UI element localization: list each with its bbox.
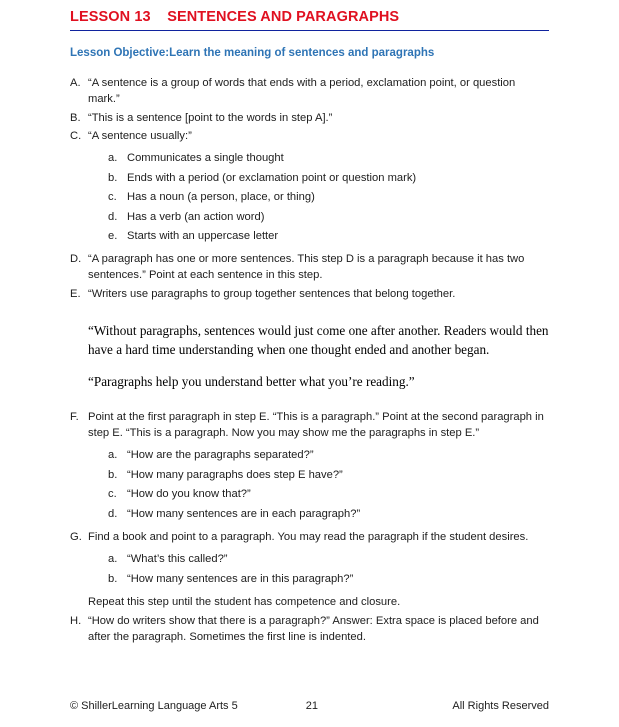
- list-marker: F.: [70, 411, 79, 424]
- page-content: [70, 0, 549, 648]
- lesson-objective-label: Lesson Objective:: [70, 47, 170, 60]
- list-item-b: [70, 111, 549, 127]
- list-item-text: Point at the first paragraph in step E. “This is a paragraph.” Point at the second paragraph in step E. “This is a paragraph. Now you may show me the paragraphs in step E.”: [88, 411, 544, 440]
- page-footer: [70, 700, 549, 712]
- list-marker: b.: [108, 171, 118, 184]
- list-item-h: [70, 614, 549, 646]
- lesson-steps-list: [70, 76, 549, 645]
- list-item-text: “How many sentences are in each paragraph?”: [127, 507, 361, 520]
- list-item-f-a: [70, 448, 549, 464]
- list-marker: b.: [108, 468, 118, 481]
- list-marker: a.: [108, 553, 118, 566]
- spacer: [88, 359, 549, 372]
- list-item-e: [70, 287, 549, 303]
- list-marker: a.: [108, 449, 118, 462]
- list-marker: d.: [108, 210, 118, 223]
- list-item-g-a: [70, 552, 549, 568]
- quoted-paragraph-1: “Without paragraphs, sentences would just come one after another. Readers would then have a hard time understanding when one thought ended and another began.: [88, 322, 549, 357]
- list-marker: A.: [70, 77, 81, 90]
- list-marker: G.: [70, 531, 82, 544]
- list-item-text: “How do writers show that there is a paragraph?” Answer: Extra space is placed before and after the paragraph. Sometimes the first line is indented.: [88, 614, 539, 643]
- list-marker: c.: [108, 191, 117, 204]
- list-item-text: “A sentence is a group of words that ends with a period, exclamation point, or question mark.”: [88, 77, 516, 106]
- list-item-c-e: [70, 229, 549, 245]
- list-item-text: “This is a sentence [point to the words in step A].”: [88, 111, 333, 124]
- list-marker: H.: [70, 614, 82, 627]
- footer-page-number: 21: [305, 700, 318, 712]
- title-divider: [70, 30, 549, 31]
- list-item-f-b: [70, 468, 549, 484]
- list-item-g: [70, 530, 549, 546]
- list-marker: E.: [70, 287, 81, 300]
- list-item-c-a: [70, 151, 549, 167]
- list-item-text: “A sentence usually:”: [88, 130, 192, 143]
- list-item-f-d: [70, 507, 549, 523]
- lesson-objective-text: Learn the meaning of sentences and paragraphs: [169, 47, 435, 60]
- quoted-paragraphs-block: [70, 321, 549, 391]
- list-item-text: “How many sentences are in this paragraph?”: [127, 572, 354, 585]
- list-item-text: Communicates a single thought: [127, 152, 284, 165]
- list-item-text: “How are the paragraphs separated?”: [127, 449, 314, 462]
- list-marker: D.: [70, 253, 82, 266]
- list-marker: a.: [108, 152, 118, 165]
- list-item-c-d: [70, 210, 549, 226]
- list-item-text: “How many paragraphs does step E have?”: [127, 468, 343, 481]
- list-item-d: [70, 252, 549, 284]
- list-item-text: Find a book and point to a paragraph. You may read the paragraph if the student desires.: [88, 531, 529, 544]
- list-marker: b.: [108, 572, 118, 585]
- list-marker: c.: [108, 488, 117, 501]
- list-item-text: “How do you know that?”: [127, 488, 251, 501]
- list-item-f-c: [70, 487, 549, 503]
- list-item-text: “A paragraph has one or more sentences. This step D is a paragraph because it has two sentences.” Point at each sentence in this step.: [88, 253, 525, 282]
- list-marker: C.: [70, 130, 82, 143]
- list-item-text: Has a verb (an action word): [127, 210, 265, 223]
- footer-copyright: © ShillerLearning Language Arts 5: [70, 700, 238, 712]
- list-item-text: Has a noun (a person, place, or thing): [127, 191, 315, 204]
- list-item-c-b: [70, 171, 549, 187]
- list-item-f: [70, 410, 549, 442]
- lesson-objective: [70, 46, 549, 61]
- list-item-a: [70, 76, 549, 108]
- quoted-paragraph-2: “Paragraphs help you understand better what you’re reading.”: [88, 373, 415, 389]
- list-item-g-trailing-note: Repeat this step until the student has competence and closure.: [88, 596, 401, 609]
- list-marker: d.: [108, 507, 118, 520]
- list-item-text: Ends with a period (or exclamation point or question mark): [127, 171, 417, 184]
- list-item-c: [70, 129, 549, 145]
- list-marker: e.: [108, 230, 118, 243]
- list-marker: B.: [70, 111, 81, 124]
- list-item-c-c: [70, 190, 549, 206]
- list-item-g-b: [70, 572, 549, 588]
- page-title: LESSON 13 SENTENCES AND PARAGRAPHS: [70, 9, 400, 25]
- footer-rights: All Rights Reserved: [452, 700, 549, 712]
- list-item-text: “Writers use paragraphs to group together sentences that belong together.: [88, 287, 456, 300]
- list-item-text: “What’s this called?”: [127, 553, 228, 566]
- list-item-text: Starts with an uppercase letter: [127, 230, 279, 243]
